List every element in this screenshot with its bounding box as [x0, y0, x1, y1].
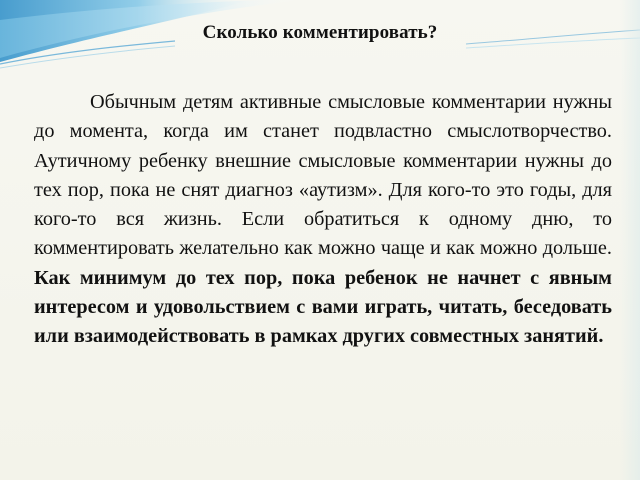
paragraph-bold-text: Как минимум до тех пор, пока ребенок не начнет с явным интересом и удовольствием с вами играть, читать, беседовать или взаимодействовать в рамках других совместных занятий. [34, 266, 612, 348]
slide-title: Сколько комментировать? [202, 22, 438, 43]
right-edge-shade [620, 0, 640, 480]
paragraph-regular-text: Обычным детям активные смысловые комментарии нужны до момента, когда им станет подвластно смыслотворчество. Аутичному ребенку внешние смысловые комментарии нужны до тех пор, пока не снят диагноз «аутизм». Для кого-то это годы, для кого-то вся жизнь. Если обратиться к одному дню, то комментировать желательно как можно чаще и как можно дольше. [34, 91, 612, 260]
body-paragraph [34, 88, 612, 352]
